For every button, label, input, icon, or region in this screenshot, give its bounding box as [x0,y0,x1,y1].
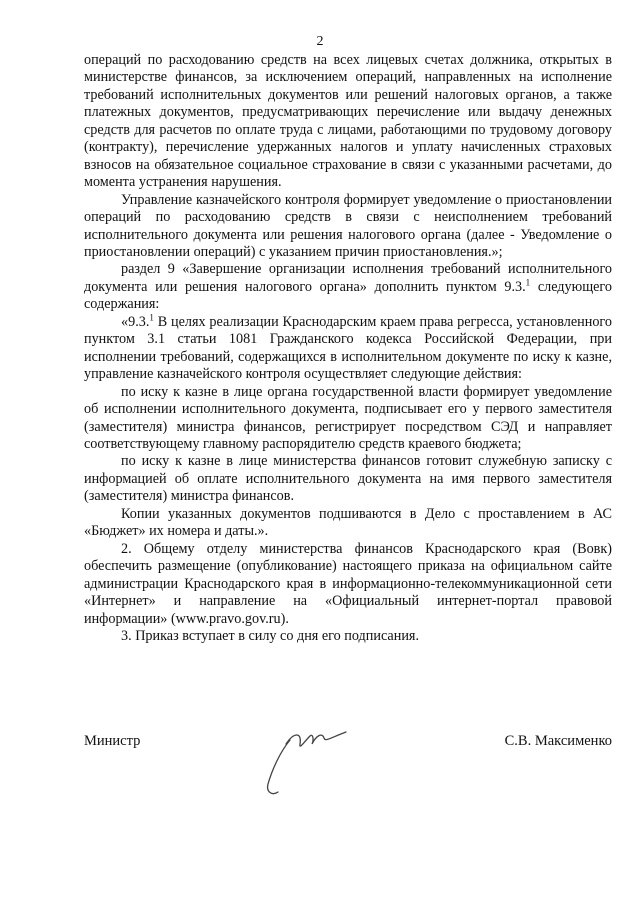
page-number: 2 [316,34,324,49]
paragraph-treasury-notice: Управление казначейского контроля формирует уведомление о приостановлении операций по расходованию средств в связи с неисполнением требований исполнительного документа или решения налогового органа (далее - Уведомление о приостановлении операций) с указанием причин приостановления.»; [84,191,612,260]
signatory-name: С.В. Максименко [504,733,612,749]
paragraph-claim-state-authority: по иску к казне в лице органа государственной власти формирует уведомление об исполнении исполнительного документа, подписывает его у первого заместителя (заместителя) министра финансов, регистрирует посредством СЭД и направляет соответствующему главному распорядителю средств краевого бюджета; [84,383,612,452]
paragraph-clause-9-3-1 [84,314,612,384]
document-body [84,52,612,645]
paragraph-publication-order: 2. Общему отделу министерства финансов Краснодарского края (Вовк) обеспечить размещение (опубликование) настоящего приказа на официальном сайте администрации Краснодарского края в информационно-телекоммуникационной сети «Интернет» и направление на «Официальный интернет-портал правовой информации» (www.pravo.gov.ru). [84,540,612,627]
paragraph-suspension-operations: операций по расходованию средств на всех лицевых счетах должника, открытых в министерстве финансов, за исключением операций, направленных на исполнение требований исполнительных документов или решений налоговых органов, а также платежных документов, предусматривающих перечисление или выдачу денежных средств для расчетов по оплате труда с лицами, работающими по трудовому договору (контракту), перечисление удержанных налогов и уплату начисленных страховых взносов на обязательное социальное страхование в связи с указанными расчетами, до момента устранения нарушения. [84,52,612,191]
handwritten-signature [250,722,360,802]
paragraph-section-9-amendment [84,261,612,313]
paragraph-claim-ministry: по иску к казне в лице министерства финансов готовит служебную записку с информацией об оплате исполнительного документа на имя первого заместителя (заместителя) министра финансов. [84,453,612,505]
superscript-marker: 1 [149,312,154,323]
clause-number: «9.3. [121,313,150,330]
paragraph-effective-date: 3. Приказ вступает в силу со дня его подписания. [121,627,419,644]
clause-text: В целях реализации Краснодарским краем права регресса, установленного пунктом 3.1 статьи 1081 Гражданского кодекса Российской Федерации, при исполнении требований, содержащихся в исполнительном документе по иску к казне, управление казначейского контроля осуществляет следующие действия: [84,313,612,383]
signatory-role: Министр [84,733,141,749]
paragraph-section-9-text: раздел 9 «Завершение организации исполнения требований исполнительного документа или решения налогового органа» дополнить пунктом 9.3. [84,261,612,295]
superscript-marker: 1 [525,277,531,288]
paragraph-document-copies: Копии указанных документов подшиваются в Дело с проставлением в АС «Бюджет» их номера и даты.». [84,505,612,540]
paragraph-section-9-tail: следующего содержания: [84,278,612,313]
